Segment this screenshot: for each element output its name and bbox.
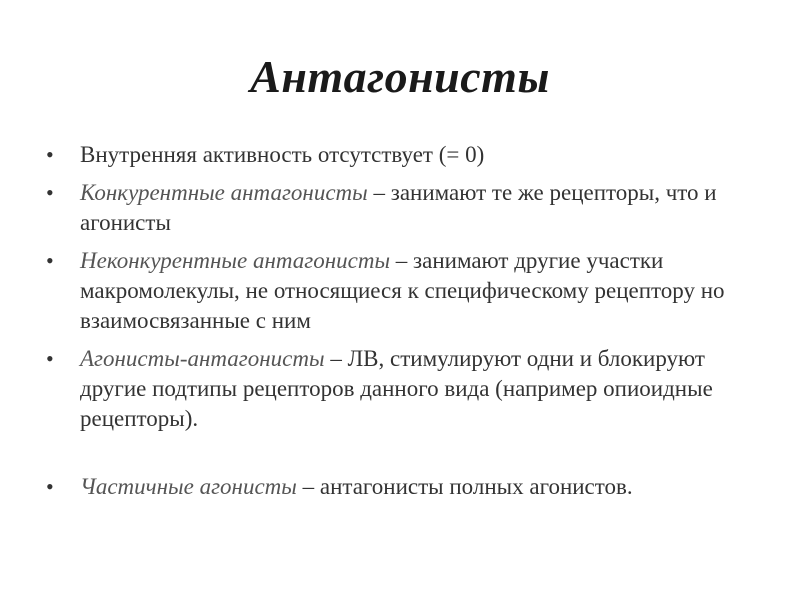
bullet-text: – ЛВ, стимулируют одни и блокируют другие подтипы рецепторов данного вида (например опиоидные рецепторы). [80, 346, 713, 431]
bullet-icon: • [46, 142, 54, 167]
bullet-icon: • [46, 346, 54, 371]
bullet-text: – занимают другие участки макромолекулы, не относящиеся к специфическому рецептору но взаимосвязанные с ним [80, 248, 725, 333]
bullet-item-1 [44, 140, 764, 170]
bullet-term: Конкурентные антагонисты [80, 180, 368, 205]
bullet-term: Неконкурентные антагонисты [80, 248, 391, 273]
bullet-text: Внутренняя активность отсутствует (= 0) [80, 142, 485, 167]
bullet-text: – занимают те же рецепторы, что и агонисты [80, 180, 717, 235]
bullet-term: Агонисты-антагонисты [80, 346, 325, 371]
bullet-icon: • [46, 180, 54, 205]
bullet-icon: • [46, 474, 54, 499]
slide-title: Антагонисты [250, 51, 550, 102]
bullet-text: – антагонисты полных агонистов. [296, 474, 633, 499]
bullet-term: Частичные агонисты [80, 474, 297, 499]
bullet-item-5 [44, 472, 764, 502]
bullet-item-2 [44, 178, 764, 238]
bullet-item-3 [44, 246, 764, 336]
bullet-list [44, 140, 764, 510]
bullet-item-4 [44, 344, 764, 434]
bullet-icon: • [46, 248, 54, 273]
